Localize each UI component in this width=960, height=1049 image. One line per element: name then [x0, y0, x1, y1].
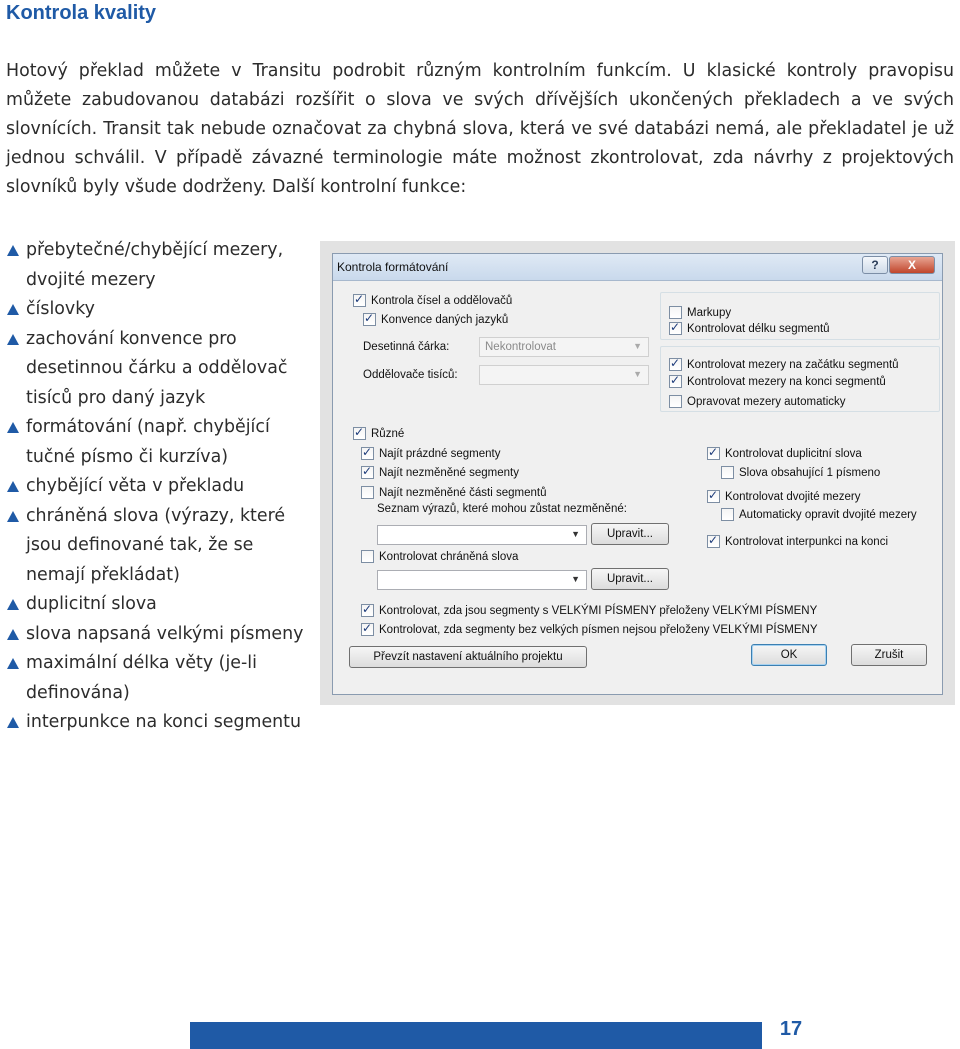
checkbox-icon[interactable] [361, 604, 374, 617]
edit-protected-button[interactable]: Upravit... [591, 568, 669, 590]
dialog-screenshot [320, 241, 955, 705]
list-item: zachování konvence pro desetinnou čárku a oddělovač tisíců pro daný jazyk [6, 325, 306, 414]
check-unchanged-segments[interactable]: ✓ Najít nezměněné segmenty [361, 466, 519, 479]
check-protected-words[interactable]: Kontrolovat chráněná slova [361, 550, 518, 563]
check-caps-kept[interactable]: ✓ Kontrolovat, zda jsou segmenty s VELKÝMI PÍSMENY přeloženy VELKÝMI PÍSMENY [361, 604, 817, 617]
checkbox-icon[interactable] [363, 313, 376, 326]
list-item: duplicitní slova [6, 590, 306, 620]
help-button[interactable]: ? [862, 256, 888, 274]
checkbox-icon[interactable] [361, 447, 374, 460]
triangle-bullet-icon [7, 334, 19, 345]
check-numbers[interactable]: ✓ Kontrola čísel a oddělovačů [353, 294, 512, 307]
dialog-titlebar [333, 254, 942, 281]
close-button[interactable]: X [889, 256, 935, 274]
intro-paragraph: Hotový překlad můžete v Transitu podrobit různým kontrolním funkcím. U klasické kontroly pravopisu můžete zabudovanou databázi rozšířit o slova ve svých dřívějších ukončených překladech a ve svých slovnících. Transit tak nebude označovat za chybná slova, která ve své databázi nemá, ale překladatel je už jednou schválil. V případě závazné terminologie máte možnost zkontrolovat, zda návrhy z projektových slovníků byly všude dodrženy. Další kontrolní funkce: [6, 61, 954, 197]
check-end-punctuation[interactable]: ✓ Kontrolovat interpunkci na konci [707, 535, 888, 548]
checkbox-icon[interactable] [669, 306, 682, 319]
decimal-label: Desetinná čárka: [363, 341, 450, 353]
triangle-bullet-icon [7, 304, 19, 315]
checkbox-icon[interactable] [361, 623, 374, 636]
check-caps-not-added[interactable]: ✓ Kontrolovat, zda segmenty bez velkých písmen nejsou přeloženy VELKÝMI PÍSMENY [361, 623, 818, 636]
check-double-spaces[interactable]: ✓ Kontrolovat dvojité mezery [707, 490, 861, 503]
checkbox-icon[interactable] [669, 322, 682, 335]
checkbox-icon[interactable] [353, 294, 366, 307]
triangle-bullet-icon [7, 658, 19, 669]
check-misc[interactable]: ✓ Různé [353, 427, 404, 440]
checkbox-icon[interactable] [721, 466, 734, 479]
checkbox-icon[interactable] [361, 550, 374, 563]
thousands-select[interactable] [479, 365, 649, 385]
protected-words-select[interactable] [377, 570, 587, 590]
check-space-start[interactable]: ✓ Kontrolovat mezery na začátku segmentů [669, 358, 899, 371]
check-empty-segments[interactable]: ✓ Najít prázdné segmenty [361, 447, 500, 460]
chevron-down-icon: ▼ [633, 369, 642, 379]
feature-list [6, 236, 306, 738]
decimal-select[interactable]: Nekontrolovat ▼ [479, 337, 649, 357]
triangle-bullet-icon [7, 422, 19, 433]
check-space-fix[interactable]: Opravovat mezery automaticky [669, 395, 846, 408]
cancel-button[interactable]: Zrušit [851, 644, 927, 666]
triangle-bullet-icon [7, 481, 19, 492]
checkbox-icon[interactable] [707, 535, 720, 548]
check-duplicate-words[interactable]: ✓ Kontrolovat duplicitní slova [707, 447, 862, 460]
checkbox-icon[interactable] [707, 490, 720, 503]
apply-project-settings-button[interactable]: Převzít nastavení aktuálního projektu [349, 646, 587, 668]
edit-list-button[interactable]: Upravit... [591, 523, 669, 545]
format-check-dialog [332, 253, 943, 695]
checkbox-icon[interactable] [669, 358, 682, 371]
check-auto-double-spaces[interactable]: Automaticky opravit dvojité mezery [721, 508, 917, 521]
checkbox-icon[interactable] [669, 375, 682, 388]
triangle-bullet-icon [7, 245, 19, 256]
list-item: číslovky [6, 295, 306, 325]
unchanged-list-label: Seznam výrazů, které mohou zůstat nezměněné: [377, 503, 627, 515]
unchanged-list-select[interactable] [377, 525, 587, 545]
chevron-down-icon: ▼ [571, 574, 580, 584]
list-item: chybějící věta v překladu [6, 472, 306, 502]
check-segment-length[interactable]: ✓ Kontrolovat délku segmentů [669, 322, 830, 335]
list-item: přebytečné/chybějící mezery, dvojité mezery [6, 236, 306, 295]
triangle-bullet-icon [7, 599, 19, 610]
check-conventions[interactable]: ✓ Konvence daných jazyků [363, 313, 508, 326]
dialog-title: Kontrola formátování [337, 260, 449, 274]
triangle-bullet-icon [7, 629, 19, 640]
checkbox-icon[interactable] [669, 395, 682, 408]
chevron-down-icon: ▼ [633, 341, 642, 351]
checkbox-icon[interactable] [353, 427, 366, 440]
checkbox-icon[interactable] [361, 466, 374, 479]
list-item: slova napsaná velkými písmeny [6, 620, 306, 650]
footer-bar [190, 1022, 762, 1049]
thousands-label: Oddělovače tisíců: [363, 369, 458, 381]
list-item: chráněná slova (výrazy, které jsou definované tak, že se nemají překládat) [6, 502, 306, 591]
ok-button[interactable]: OK [751, 644, 827, 666]
checkbox-icon[interactable] [707, 447, 720, 460]
checkbox-icon[interactable] [361, 486, 374, 499]
page-heading: Kontrola kvality [6, 2, 157, 24]
chevron-down-icon: ▼ [571, 529, 580, 539]
list-item: maximální délka věty (je-li definována) [6, 649, 306, 708]
check-space-end[interactable]: ✓ Kontrolovat mezery na konci segmentů [669, 375, 886, 388]
page-number: 17 [779, 1018, 803, 1040]
triangle-bullet-icon [7, 717, 19, 728]
list-item: formátování (např. chybějící tučné písmo či kurzíva) [6, 413, 306, 472]
check-unchanged-parts[interactable]: Najít nezměněné části segmentů [361, 486, 546, 499]
check-one-letter-words[interactable]: Slova obsahující 1 písmeno [721, 466, 880, 479]
list-item: interpunkce na konci segmentu [6, 708, 306, 738]
check-markup[interactable]: Markupy [669, 306, 731, 319]
checkbox-icon[interactable] [721, 508, 734, 521]
triangle-bullet-icon [7, 511, 19, 522]
